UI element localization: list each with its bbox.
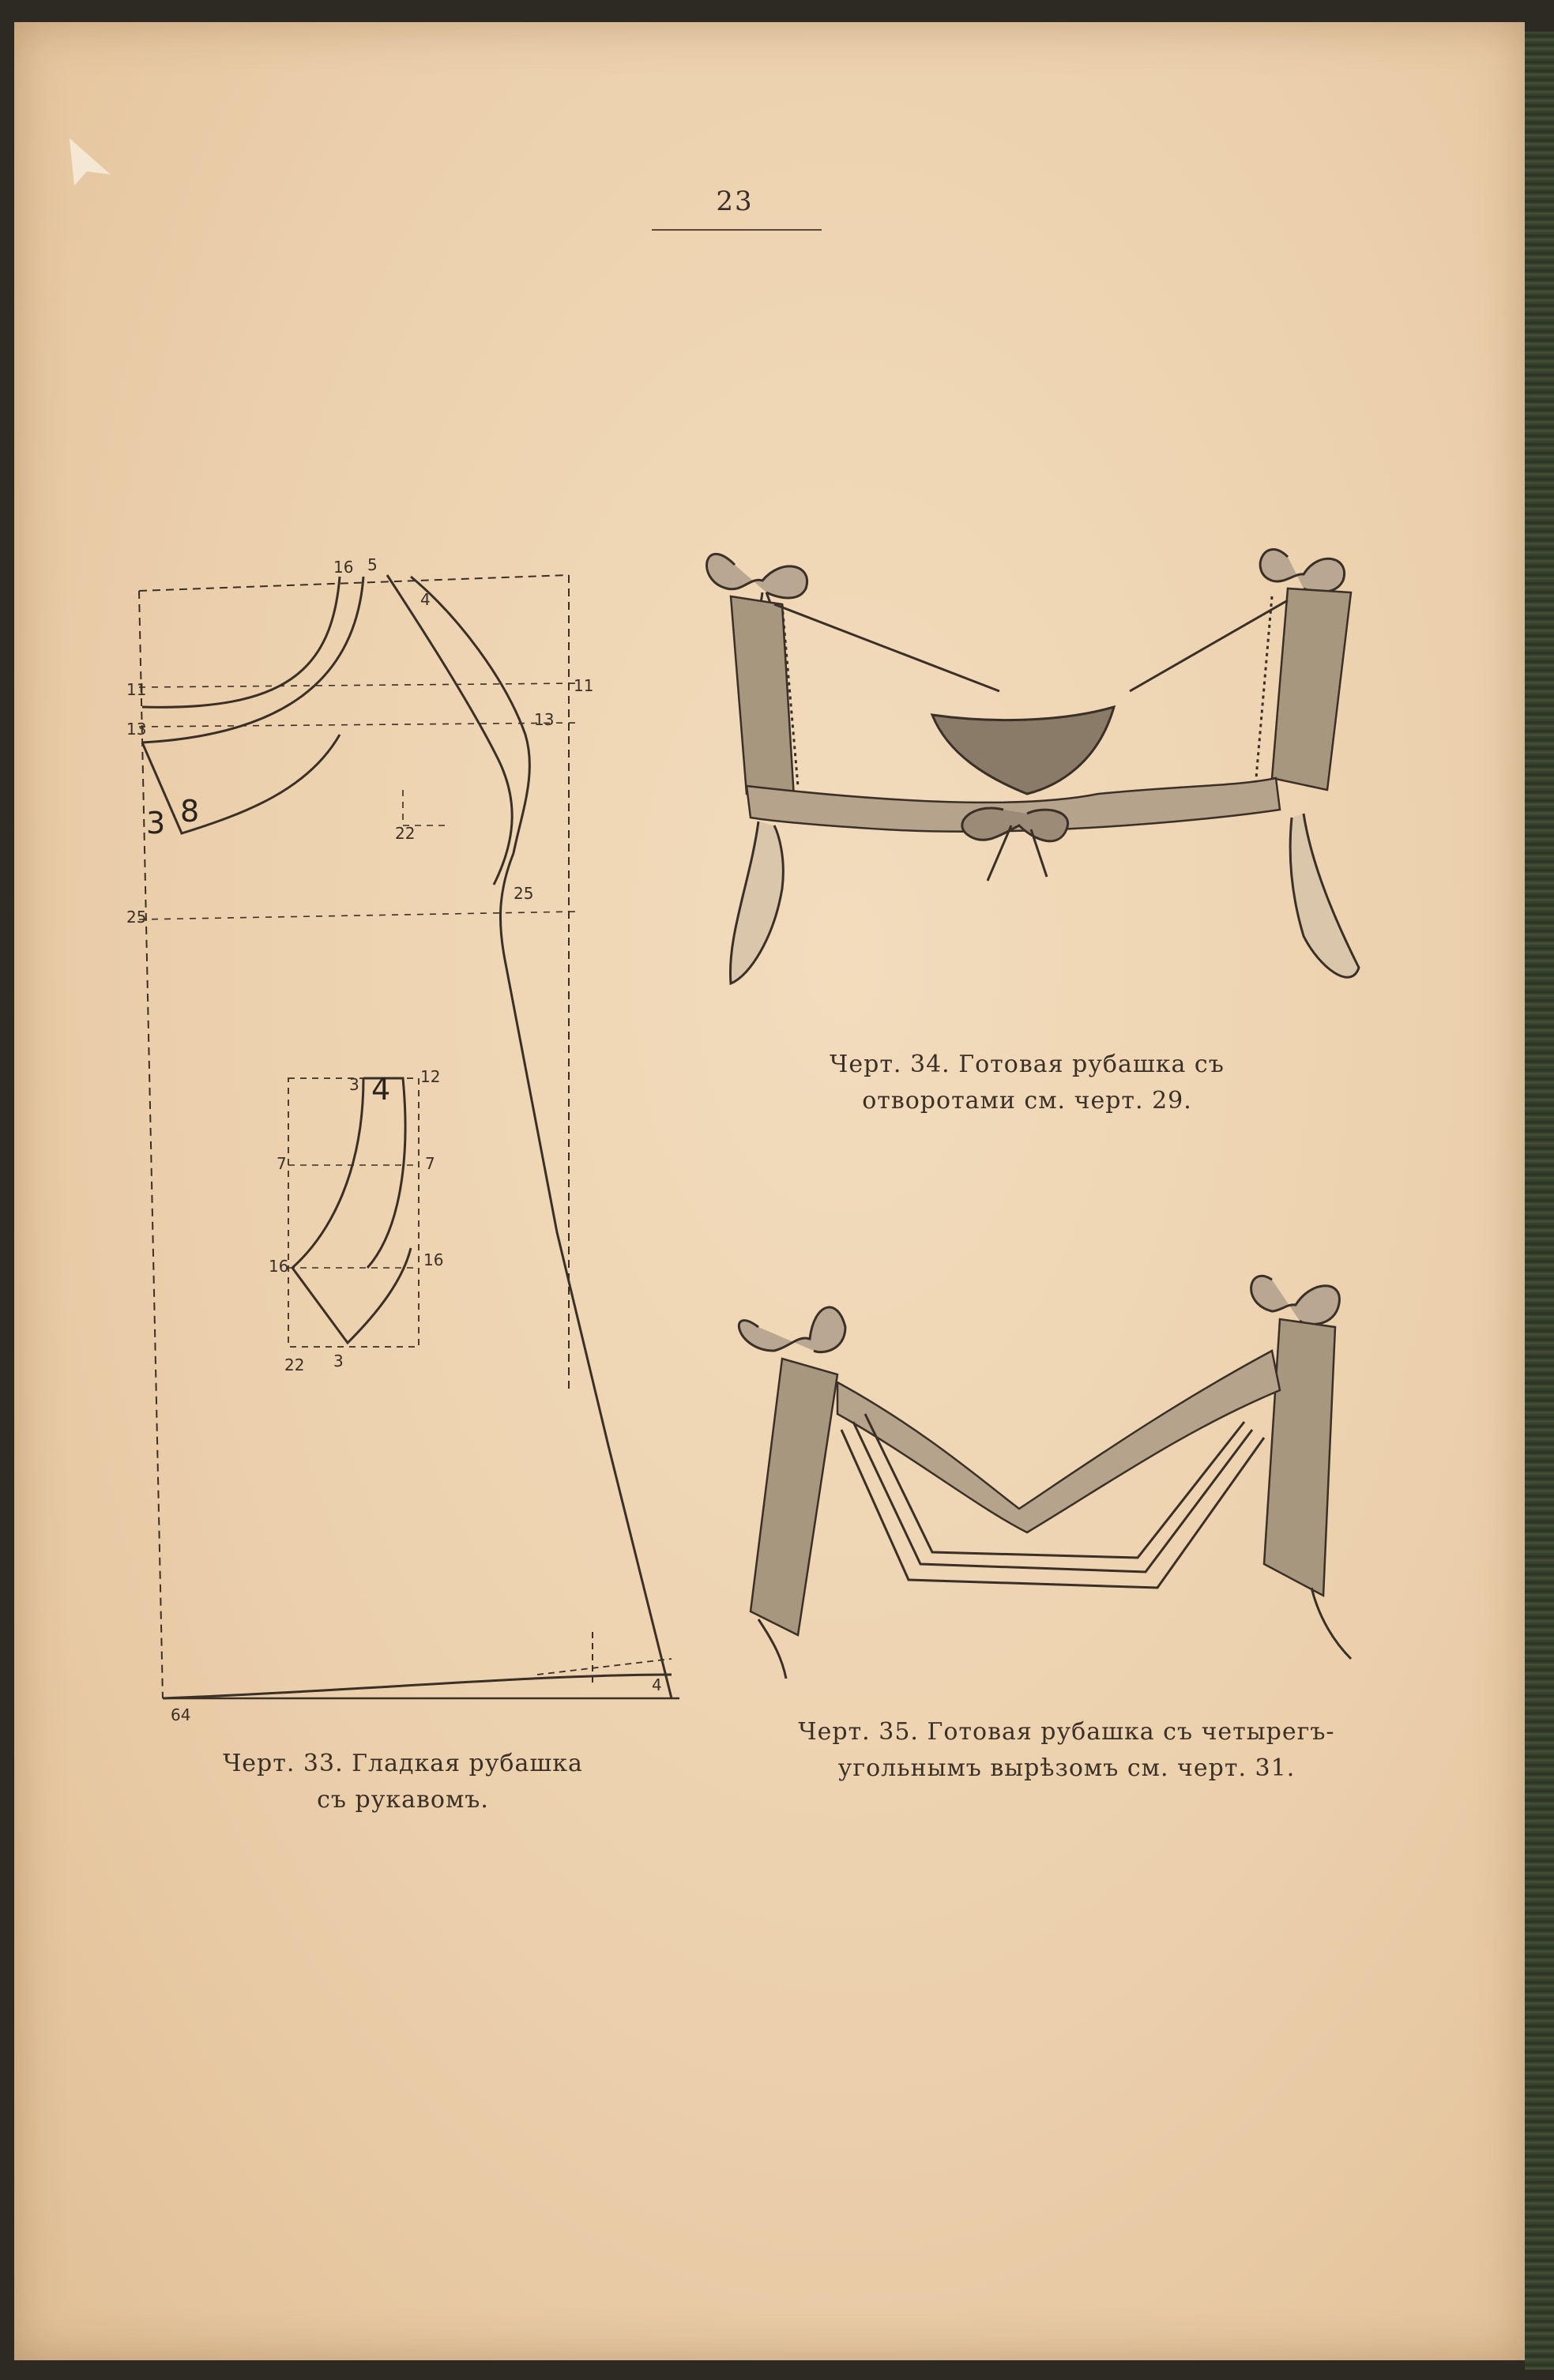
pattern-label: 64 (171, 1705, 191, 1724)
pattern-label: 25 (514, 884, 534, 903)
pattern-label: 7 (277, 1154, 287, 1173)
caption-line: отворотами см. черт. 29. (862, 1087, 1192, 1115)
pattern-label: 5 (367, 555, 378, 574)
pattern-point-labels (126, 555, 662, 1724)
pattern-label: 11 (574, 676, 594, 695)
page-number-rule (652, 229, 822, 231)
caption-line: угольнымъ вырѣзомъ см. черт. 31. (837, 1754, 1296, 1782)
caption-line: съ рукавомъ. (317, 1786, 489, 1814)
pattern-label: 12 (420, 1067, 441, 1086)
pattern-label: 13 (534, 710, 555, 729)
pattern-label: 13 (126, 720, 147, 739)
pattern-label: 4 (652, 1675, 662, 1694)
figure-34-illustration (687, 525, 1383, 1031)
figure-35-caption (790, 1714, 1343, 1787)
figure-33-caption (190, 1746, 616, 1818)
book-edge (1525, 32, 1554, 2370)
caption-line: Черт. 34. Готовая рубашка съ (830, 1051, 1225, 1078)
figure-34-caption (806, 1047, 1248, 1119)
figure-33-pattern-drawing (126, 553, 695, 1738)
pattern-label: 4 (371, 1072, 391, 1107)
pattern-label: 11 (126, 680, 147, 699)
pattern-label: 3 (146, 806, 166, 840)
pattern-label: 22 (395, 824, 416, 843)
pattern-label: 3 (333, 1352, 344, 1370)
pattern-label: 25 (126, 908, 147, 927)
corner-mark-icon (63, 130, 126, 194)
pattern-label: 4 (420, 590, 431, 609)
pattern-label: 16 (423, 1250, 444, 1269)
pattern-label: 16 (269, 1257, 289, 1276)
caption-line: Черт. 35. Готовая рубашка съ четырегъ- (798, 1718, 1335, 1746)
pattern-label: 16 (333, 558, 354, 577)
pattern-label: 7 (425, 1154, 435, 1173)
pattern-label: 22 (284, 1355, 305, 1374)
page-number: 23 (716, 186, 754, 217)
figure-35-illustration (727, 1248, 1390, 1698)
pattern-label: 3 (349, 1075, 359, 1094)
caption-line: Черт. 33. Гладкая рубашка (223, 1750, 583, 1777)
pattern-label: 8 (180, 794, 200, 829)
